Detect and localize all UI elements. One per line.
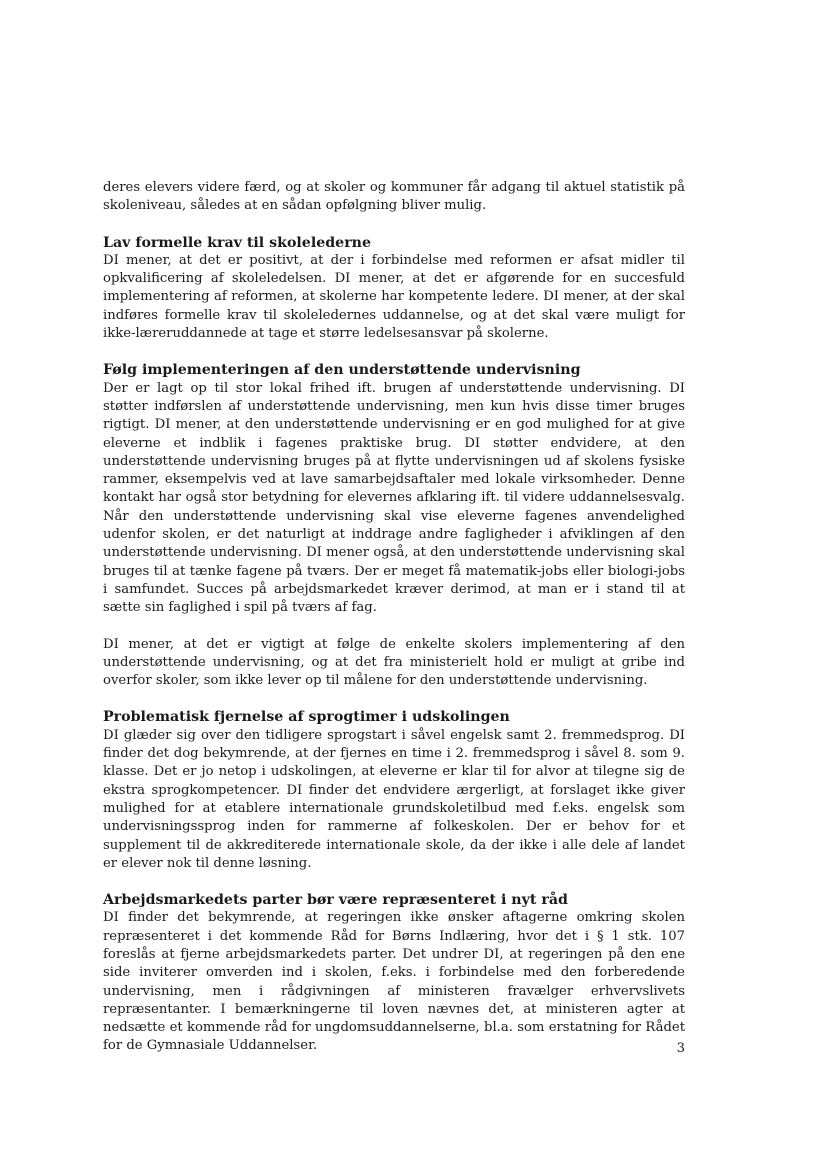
section-heading: Lav formelle krav til skolelederne: [103, 234, 372, 251]
page-number: 3: [676, 1041, 685, 1056]
document-page: [103, 179, 685, 1056]
section-paragraph: DI mener, at det er vigtigt at følge de enkelte skolers implementering af den understøttende undervisning, og at det fra ministerielt hold er muligt at gribe ind overfor skoler, som ikke lever op til målene for den understøttende undervisning.: [103, 636, 685, 689]
section-arbejdsmarkedets-parter: [103, 891, 685, 1056]
section-paragraph: Der er lagt op til stor lokal frihed ift. brugen af understøttende undervisning. DI støtter indførslen af understøttende undervisning, men kun hvis disse timer bruges rigtigt. DI mener, at den understøttende undervisning er en god mulighed for at give eleverne et indblik i fagenes praktiske brug. DI støtter endvidere, at den understøttende undervisning bruges på at flytte undervisningen ud af skolens fysiske rammer, eksempelvis ved at lave samarbejdsaftaler med lokale virksomheder. Denne kontakt har også stor betydning for elevernes afklaring ift. til videre uddannelsesvalg. Når den understøttende undervisning skal vise eleverne fagenes anvendelighed udenfor skolen, er det naturligt at inddrage andre fagligheder i afviklingen af den understøttende undervisning. DI mener også, at den understøttende undervisning skal bruges til at tænke fagene på tværs. Der er meget få matematik-jobs eller biologi-jobs i samfundet. Succes på arbejdsmarkedet kræver derimod, at man er i stand til at sætte sin faglighed i spil på tværs af fag.: [103, 380, 685, 616]
section-paragraph: DI mener, at det er positivt, at der i forbindelse med reformen er afsat midler til opkvalificering af skoleledelsen. DI mener, at det er afgørende for en succesfuld implementering af reformen, at skolerne har kompetente ledere. DI mener, at der skal indføres formelle krav til skoleledernes uddannelse, og at det skal være muligt for ikke-læreruddannede at tage et større ledelsesansvar på skolerne.: [103, 252, 685, 342]
section-heading: Følg implementeringen af den understøttende undervisning: [103, 362, 581, 379]
section-paragraph: DI glæder sig over den tidligere sprogstart i såvel engelsk samt 2. fremmedsprog. DI finder det dog bekymrende, at der fjernes en time i 2. fremmedsprog i såvel 8. som 9. klasse. Det er jo netop i udskolingen, at eleverne er klar til for alvor at tilegne sig de ekstra sprogkompetencer. DI finder det endvidere ærgerligt, at forslaget ikke giver mulighed for at etablere internationale grundskoletilbud med f.eks. engelsk som undervisningssprog inden for rammerne af folkeskolen. Der er behov for et supplement til de akkrediterede internationale skole, da der ikke i alle dele af landet er elever nok til denne løsning.: [103, 727, 685, 871]
section-heading: Problematisk fjernelse af sprogtimer i udskolingen: [103, 709, 510, 726]
intro-paragraph: deres elevers videre færd, og at skoler og kommuner får adgang til aktuel statistik på skoleniveau, således at en sådan opfølgning bliver mulig.: [103, 180, 685, 214]
section-skoleledere: [103, 234, 685, 344]
section-heading: Arbejdsmarkedets parter bør være repræsenteret i nyt råd: [103, 892, 568, 909]
section-sprogtimer: [103, 708, 685, 873]
section-understoettende-undervisning: [103, 361, 685, 690]
section-paragraph: DI finder det bekymrende, at regeringen ikke ønsker aftagerne omkring skolen repræsenteret i det kommende Råd for Børns Indlæring, hvor det i § 1 stk. 107 foreslås at fjerne arbejdsmarkedets parter. Det undrer DI, at regeringen på den ene side inviterer omverden ind i skolen, f.eks. i forbindelse med den forberedende undervisning, men i rådgivningen af ministeren fravælger erhvervslivets repræsentanter. I bemærkningerne til loven nævnes det, at ministeren agter at nedsætte et kommende råd for ungdomsuddannelserne, bl.a. som erstatning for Rådet for de Gymnasiale Uddannelser.: [103, 910, 685, 1054]
